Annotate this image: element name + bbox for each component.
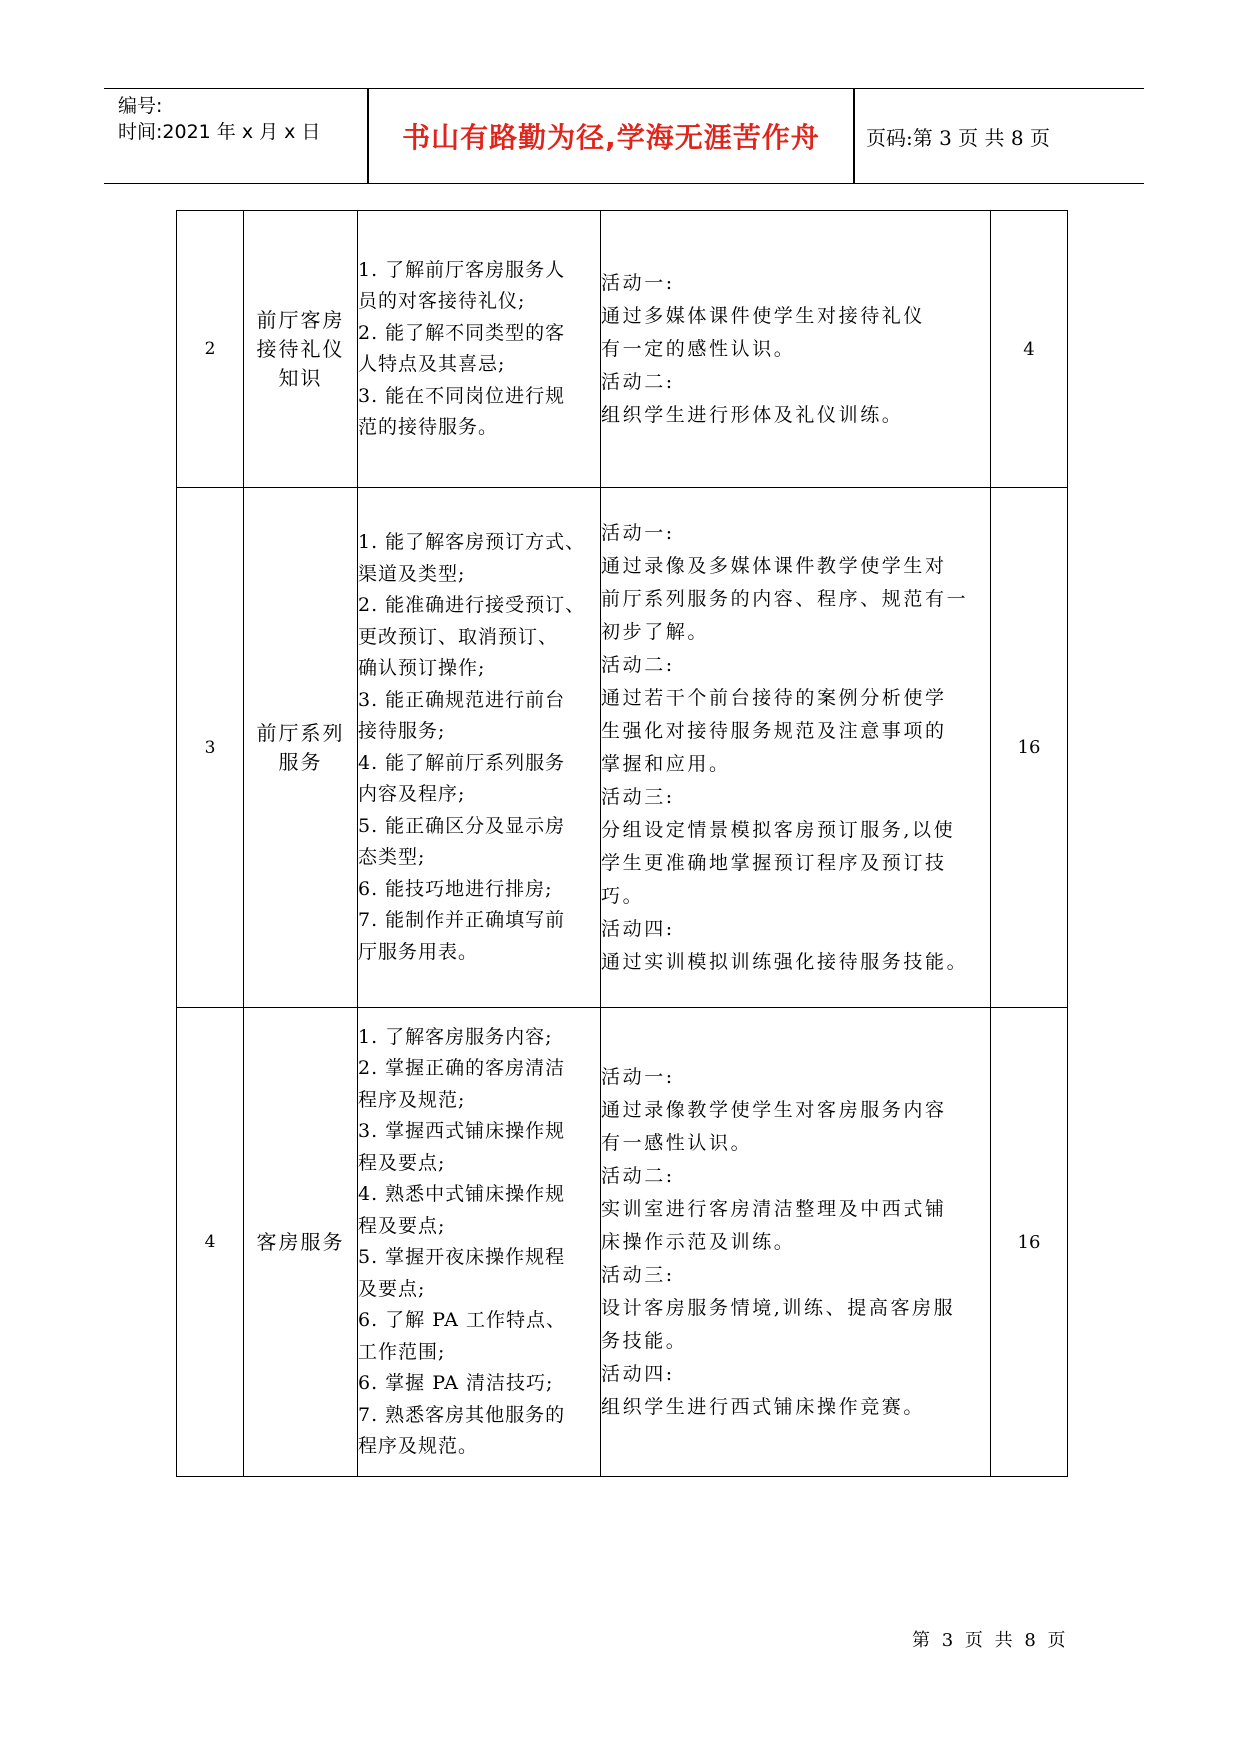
learning-goals <box>358 488 601 1008</box>
activity-line: 生强化对接待服务规范及注意事项的 <box>601 719 947 742</box>
activity-line: 有一定的感性认识。 <box>601 337 796 360</box>
activity-line: 有一感性认识。 <box>601 1131 753 1154</box>
goal-line: 2. 能准确进行接受预订、 <box>358 594 586 616</box>
activity-line: 前厅系列服务的内容、程序、规范有一 <box>601 587 969 610</box>
table-row <box>177 1008 1068 1477</box>
goal-line: 厅服务用表。 <box>358 940 479 963</box>
goal-line: 6. 能技巧地进行排房; <box>358 877 553 900</box>
module-title-line: 接待礼仪 <box>256 336 345 361</box>
goal-line: 4. 能了解前厅系列服务 <box>358 751 566 774</box>
activity-line: 通过录像及多媒体课件教学使学生对 <box>601 554 947 577</box>
header-page-number: 页码:第 3 页 共 8 页 <box>866 125 1050 150</box>
learning-goals <box>358 1008 601 1477</box>
module-title <box>244 488 358 1008</box>
goal-line: 人特点及其喜忌; <box>358 353 506 375</box>
header-divider <box>853 89 855 183</box>
module-title-line: 服务 <box>278 749 323 774</box>
activity-line: 通过录像教学使学生对客房服务内容 <box>601 1098 947 1121</box>
activity-line: 实训室进行客房清洁整理及中西式铺 <box>601 1197 947 1220</box>
activity-line: 活动二: <box>601 653 675 676</box>
goal-line: 工作范围; <box>358 1340 446 1363</box>
activity-line: 通过多媒体课件使学生对接待礼仪 <box>601 304 926 327</box>
goal-line: 1. 了解客房服务内容; <box>358 1025 553 1048</box>
goal-line: 7. 能制作并正确填写前 <box>358 909 566 931</box>
goal-line: 程序及规范。 <box>358 1435 479 1457</box>
row-number: 4 <box>177 1008 244 1477</box>
activity-line: 活动二: <box>601 1164 675 1187</box>
activity-line: 学生更准确地掌握预订程序及预订技 <box>601 851 947 874</box>
goal-line: 员的对客接待礼仪; <box>358 290 526 312</box>
activity-line: 活动三: <box>601 785 675 808</box>
activity-line: 务技能。 <box>601 1329 688 1352</box>
goal-line: 确认预订操作; <box>358 657 486 679</box>
activity-line: 组织学生进行形体及礼仪训练。 <box>601 403 904 426</box>
header-meta <box>118 93 320 145</box>
module-title-line: 知识 <box>278 365 323 390</box>
goal-line: 内容及程序; <box>358 783 466 805</box>
goal-line: 1. 了解前厅客房服务人 <box>358 258 566 281</box>
module-title-line: 客房服务 <box>256 1229 345 1254</box>
module-title-line: 前厅系列 <box>256 720 345 745</box>
goal-line: 3. 能正确规范进行前台 <box>358 688 566 711</box>
goal-line: 6. 掌握 PA 清洁技巧; <box>358 1372 554 1394</box>
goal-line: 5. 掌握开夜床操作规程 <box>358 1246 566 1268</box>
document-time-label: 时间:2021 年 x 月 x 日 <box>118 121 321 143</box>
class-hours: 16 <box>991 1008 1068 1477</box>
goal-line: 接待服务; <box>358 720 446 742</box>
row-number: 3 <box>177 488 244 1008</box>
activity-line: 活动二: <box>601 370 675 393</box>
class-hours: 4 <box>991 211 1068 488</box>
activity-line: 活动四: <box>601 1362 675 1385</box>
class-hours: 16 <box>991 488 1068 1008</box>
table-row <box>177 488 1068 1008</box>
document-number-label: 编号: <box>118 95 163 117</box>
module-title <box>244 1008 358 1477</box>
activity-line: 活动一: <box>601 521 675 544</box>
goal-line: 2. 掌握正确的客房清洁 <box>358 1057 566 1079</box>
goal-line: 程及要点; <box>358 1151 446 1174</box>
goal-line: 态类型; <box>358 846 426 868</box>
header-motto: 书山有路勤为径,学海无涯苦作舟 <box>402 121 820 154</box>
goal-line: 4. 熟悉中式铺床操作规 <box>358 1183 566 1205</box>
goal-line: 范的接待服务。 <box>358 416 499 438</box>
goal-line: 3. 掌握西式铺床操作规 <box>358 1120 566 1142</box>
activity-line: 活动一: <box>601 1065 675 1088</box>
row-number: 2 <box>177 211 244 488</box>
goal-line: 及要点; <box>358 1277 426 1300</box>
activity-line: 活动三: <box>601 1263 675 1286</box>
goal-line: 程序及规范; <box>358 1088 466 1111</box>
goal-line: 7. 熟悉客房其他服务的 <box>358 1403 566 1426</box>
activity-line: 通过若干个前台接待的案例分析使学 <box>601 686 947 709</box>
module-title-line: 前厅客房 <box>256 307 345 332</box>
activity-line: 活动一: <box>601 271 675 294</box>
activity-line: 设计客房服务情境,训练、提高客房服 <box>601 1296 956 1319</box>
goal-line: 1. 能了解客房预订方式、 <box>358 531 586 553</box>
goal-line: 6. 了解 PA 工作特点、 <box>358 1309 567 1331</box>
activity-line: 组织学生进行西式铺床操作竞赛。 <box>601 1395 926 1418</box>
goal-line: 程及要点; <box>358 1214 446 1237</box>
teaching-activities <box>601 211 991 488</box>
activity-line: 通过实训模拟训练强化接待服务技能。 <box>601 950 969 973</box>
table-row <box>177 211 1068 488</box>
module-title <box>244 211 358 488</box>
activity-line: 初步了解。 <box>601 620 710 643</box>
learning-goals <box>358 211 601 488</box>
teaching-activities <box>601 488 991 1008</box>
goal-line: 5. 能正确区分及显示房 <box>358 814 566 837</box>
activity-line: 分组设定情景模拟客房预订服务,以使 <box>601 818 956 841</box>
activity-line: 掌握和应用。 <box>601 752 731 775</box>
teaching-activities <box>601 1008 991 1477</box>
page-header <box>104 88 1144 184</box>
activity-line: 活动四: <box>601 917 675 940</box>
header-divider <box>367 89 369 183</box>
goal-line: 3. 能在不同岗位进行规 <box>358 384 566 407</box>
goal-line: 2. 能了解不同类型的客 <box>358 321 566 344</box>
course-content-table <box>176 210 1068 1477</box>
activity-line: 床操作示范及训练。 <box>601 1230 796 1253</box>
goal-line: 渠道及类型; <box>358 562 466 585</box>
activity-line: 巧。 <box>601 884 645 907</box>
goal-line: 更改预订、取消预订、 <box>358 625 559 648</box>
page-footer: 第 3 页 共 8 页 <box>912 1630 1069 1651</box>
